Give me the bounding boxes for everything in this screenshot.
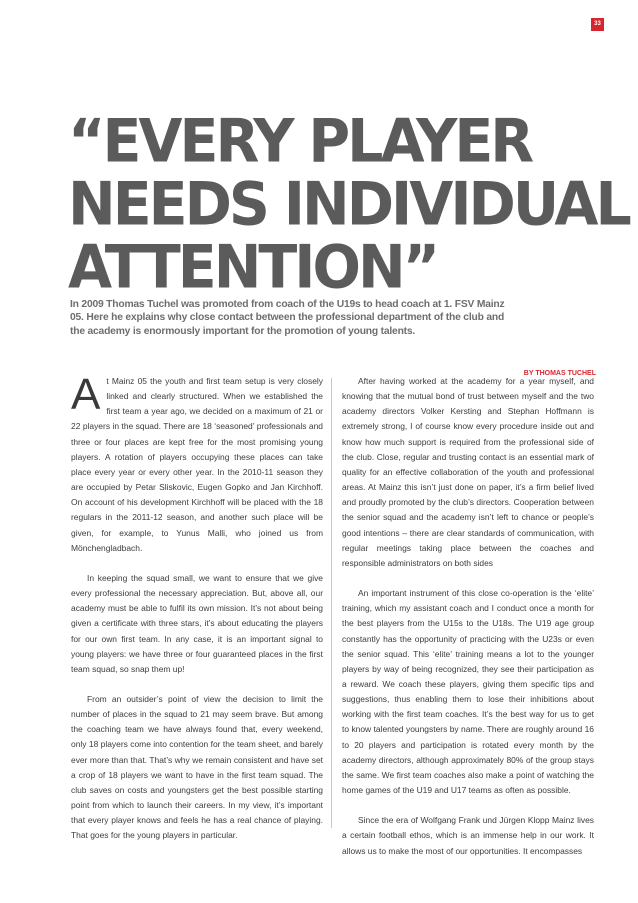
- paragraph: From an outsider’s point of view the decision to limit the number of places in the squad to 21 may seem brave. But among the coaching team we have always found that, every weekend, only 18 players come into contention for the team sheet, and barely ever more than that. That’s why we remain consistent and have set a crop of 18 players we want to have in the first team squad. The club saves on costs and youngsters get the best possible starting point from which to launch their careers. In my view, it’s important that every player knows and feels he has a real chance of playing. That goes for the young players in particular.: [71, 693, 323, 841]
- title-line: “EVERY PLAYER: [68, 106, 532, 177]
- page-number: 33: [591, 18, 604, 31]
- article-intro: In 2009 Thomas Tuchel was promoted from coach of the U19s to head coach at 1. FSV Mainz 05. Here he explains why close contact between the professional department of the club and the academy is enormously important for the promotion of young talents.: [70, 299, 505, 337]
- paragraph: Since the era of Wolfgang Frank und Jürgen Klopp Mainz lives a certain football ethos, which is an immense help in our work. It allows us to make the most of our opportunities. It encompasses: [342, 815, 594, 856]
- paragraph: After having worked at the academy for a year myself, and knowing that the mutual bond of trust between myself and the two academy directors Volker Kersting and Stephan Hoffmann is extremely strong, I of course know every procedure inside out and know how much support is required from the professional side of the club. Close, regular and trusting contact is an essential mark of quality for an effective collaboration of the youth and professional areas. At Mainz this isn’t just done on paper, it’s a firm belief lived and proudly promoted by the club’s directors. Cooperation between the senior squad and the academy isn’t left to chance or people’s good intentions – there are clear standards of communication, with regular meetings taking place between the coaches and responsible administrators on both sides: [342, 376, 594, 568]
- drop-cap: A: [71, 370, 101, 419]
- paragraph: An important instrument of this close co-operation is the ‘elite’ training, which my assistant coach and I conduct once a month for the best players from the U15s to the U18s. The U19 age group constantly has the opportunity of practicing with the U23s or even the senior squad. This ‘elite’ training means a lot to the younger players by way of being recognized, they see their participation as a reward. We coach these players, giving them specific tips and suggestions, thus enabling them to lose their inhibitions about working with the first team coaches. It’s the best way for us to get to know talented youngsters by name. There are roughly around 16 to 20 players and participation is rotated every month by the academy directors, although approximately 80% of the group stays the same. We first team coaches also make a point of watching the home games of the U19 and U17 teams as often as possible.: [342, 588, 594, 796]
- paragraph-text: t Mainz 05 the youth and first team setup is very closely linked and clearly structured. When we established the first team a year ago, we decided on a maximum of 21 or 22 players in the squad. There are 18 ‘seasoned’ professionals and three or four places are kept free for the most promising young players. A rotation of players occupying these places can take place every year or every other year. In the 2010-11 season they are occupied by Petar Sliskovic, Eugen Gopko and Jan Kirchhoff. On account of his development Kirchhoff will be placed with the 18 regulars in the 2011-12 season, and another such place will be given, for example, to Yunus Malli, who joined us from Mönchengladbach.: [71, 376, 323, 553]
- title-line: ATTENTION”: [68, 232, 438, 303]
- paragraph: In keeping the squad small, we want to ensure that we give every professional the necessary appreciation. But, above all, our academy must be able to fulfil its own mission. It’s not about being given a certificate with three stars, it’s about educating the players for our own first team. In any case, it is an important signal to young players: we have three or four guaranteed places in the first team squad, so snap them up!: [71, 572, 323, 674]
- title-line: NEEDS INDIVIDUAL: [68, 169, 629, 240]
- paragraph: [71, 370, 323, 556]
- column-divider: [331, 378, 332, 828]
- author-byline: BY THOMAS TUCHEL: [523, 370, 596, 377]
- left-column: [71, 370, 323, 841]
- article-title: [68, 106, 629, 303]
- right-column: [342, 374, 594, 856]
